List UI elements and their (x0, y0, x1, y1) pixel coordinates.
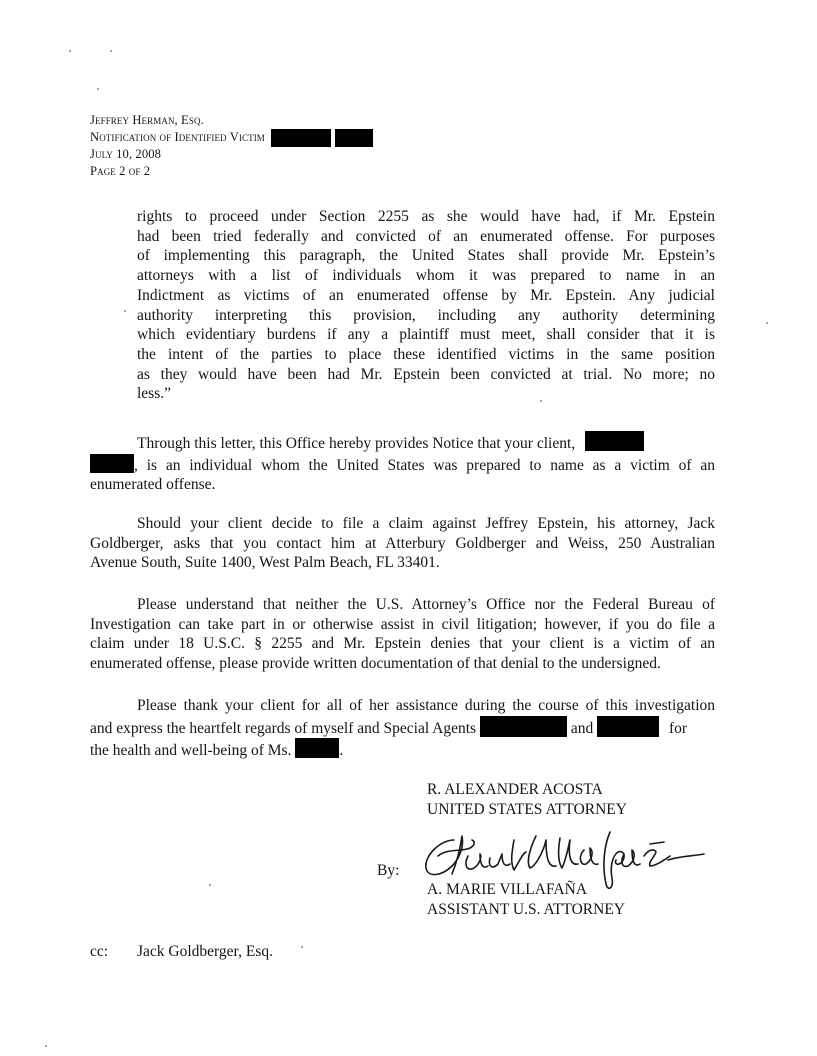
quote-line: the intent of the parties to place these identified victims in the same position (137, 345, 715, 363)
notice-line (90, 431, 715, 454)
understand-line: claim under 18 U.S.C. § 2255 and Mr. Epstein denies that your client is a victim of an (90, 635, 715, 653)
scan-speck (301, 946, 303, 948)
quote-line: Indictment as victims of an enumerated offense by Mr. Epstein. Any judicial (137, 286, 715, 304)
signer-title: ASSISTANT U.S. ATTORNEY (427, 901, 625, 918)
cc-recipient: Jack Goldberger, Esq. (137, 943, 273, 960)
redaction-block (335, 129, 373, 147)
redaction-block (90, 454, 134, 473)
letter-header (90, 112, 373, 180)
thanks-paragraph (90, 696, 715, 761)
thanks-line-text: and express the heartfelt regards of myself and Special Agents (90, 719, 477, 737)
signer-name: A. MARIE VILLAFAÑA (427, 881, 588, 898)
thanks-line: Please thank your client for all of her assistance during the course of this investigation (137, 697, 715, 714)
signer-block (427, 880, 625, 920)
notice-line-text: , is an individual whom the United States was prepared to name as a victim of an (134, 456, 715, 474)
quote-line: had been tried federally and convicted of an enumerated offense. For purposes (137, 227, 715, 245)
signatory-title: UNITED STATES ATTORNEY (427, 801, 627, 818)
notice-line: enumerated offense. (90, 476, 216, 494)
understand-line: enumerated offense, please provide written documentation of that denial to the undersigned. (90, 655, 661, 673)
scan-speck (766, 322, 768, 324)
understand-line: Investigation can take part in or otherwise assist in civil litigation; however, if you do file a (90, 615, 715, 633)
redaction-block (480, 716, 567, 737)
quote-line: less.” (137, 385, 172, 403)
redaction-block (585, 431, 644, 451)
header-date: July 10, 2008 (90, 147, 162, 161)
claim-paragraph (90, 514, 715, 573)
signatory-block (427, 780, 627, 820)
cc-label: cc: (90, 943, 109, 960)
header-page-number: Page 2 of 2 (90, 164, 151, 178)
civil-litigation-paragraph (90, 595, 715, 674)
thanks-line (90, 716, 715, 739)
claim-line: Should your client decide to file a claim against Jeffrey Epstein, his attorney, Jack (137, 515, 715, 532)
redaction-block (597, 716, 659, 737)
thanks-line-text: . (339, 742, 344, 760)
thanks-line (90, 738, 715, 761)
scan-speck (124, 310, 126, 312)
scan-speck (209, 884, 211, 886)
header-subject-text: Notification of Identified Victim (90, 130, 265, 144)
thanks-line-text: the health and well-being of Ms. (90, 742, 292, 760)
quote-line: of implementing this paragraph, the United States shall provide Mr. Epstein’s (137, 247, 715, 265)
scan-speck (110, 50, 112, 52)
quote-line: attorneys with a list of individuals whom it was prepared to name in an (137, 267, 715, 285)
claim-line: Goldberger, asks that you contact him at Atterbury Goldberger and Weiss, 250 Australian (90, 534, 715, 552)
header-subject (90, 129, 373, 146)
scan-speck (69, 50, 71, 52)
quote-line: which evidentiary burdens if any a plaintiff must meet, shall consider that it is (137, 326, 715, 344)
redaction-block (295, 738, 339, 758)
notice-paragraph (90, 431, 715, 495)
by-label: By: (377, 862, 400, 879)
signatory-name: R. ALEXANDER ACOSTA (427, 781, 603, 798)
quote-line: rights to proceed under Section 2255 as she would have had, if Mr. Epstein (137, 208, 715, 225)
notice-line (90, 454, 715, 476)
thanks-line-text: for (668, 719, 688, 737)
redaction-block (271, 129, 331, 147)
thanks-line-text: and (570, 719, 594, 737)
cc-line (90, 943, 273, 961)
quote-line: as they would have been had Mr. Epstein been convicted at trial. No more; no (137, 365, 715, 383)
scan-speck (45, 1045, 47, 1047)
understand-line: Please understand that neither the U.S. Attorney’s Office nor the Federal Bureau of (137, 596, 715, 613)
quote-line: authority interpreting this provision, including any authority determining (137, 306, 715, 324)
notice-line-text: Through this letter, this Office hereby provides Notice that your client, (137, 435, 576, 452)
quoted-agreement-text (137, 207, 715, 404)
claim-line: Avenue South, Suite 1400, West Palm Beach, FL 33401. (90, 554, 440, 572)
header-addressee: Jeffrey Herman, Esq. (90, 113, 204, 127)
scan-speck (97, 88, 99, 90)
